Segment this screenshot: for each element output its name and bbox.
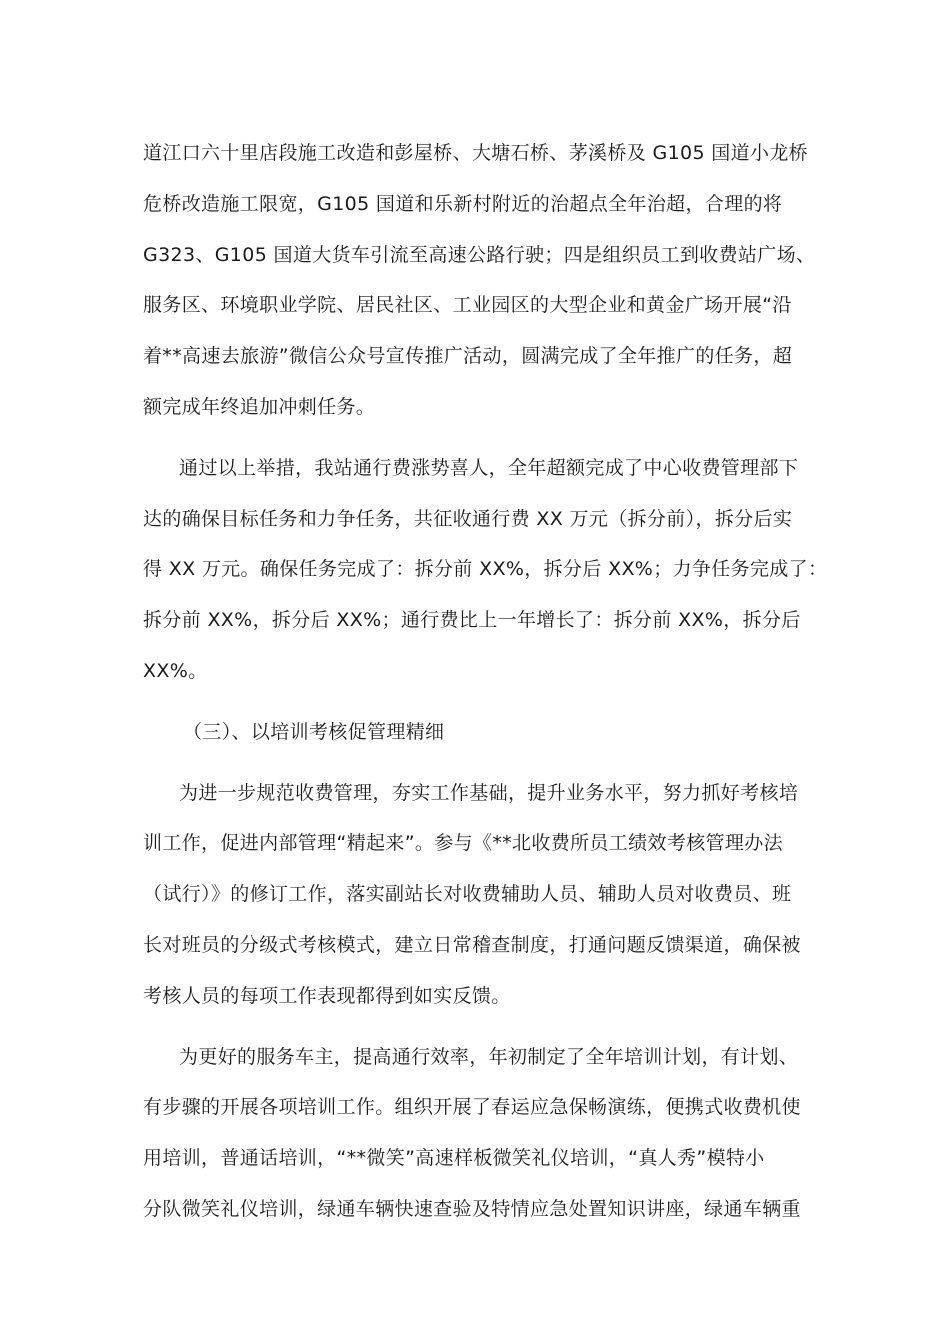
paragraph-2 bbox=[143, 443, 828, 697]
text-line: 分队微笑礼仪培训，绿通车辆快速查验及特情应急处置知识讲座，绿通车辆重 bbox=[143, 1197, 801, 1220]
text-line: 为进一步规范收费管理，夯实工作基础，提升业务水平，努力抓好考核培 bbox=[179, 781, 799, 804]
text-line: 达的确保目标任务和力争任务，共征收通行费 XX 万元（拆分前），拆分后实 bbox=[143, 507, 793, 530]
text-line: 着**高速去旅游”微信公众号宣传推广活动，圆满完成了全年推广的任务，超 bbox=[143, 345, 793, 368]
text-line: XX%。 bbox=[143, 659, 208, 682]
paragraph-1 bbox=[143, 128, 816, 433]
text-line: 长对班员的分级式考核模式，建立日常稽查制度，打通问题反馈渠道，确保被 bbox=[143, 933, 801, 956]
text-line: 用培训，普通话培训，“**微笑”高速样板微笑礼仪培训，“真人秀”模特小 bbox=[143, 1147, 765, 1170]
document-body bbox=[143, 128, 828, 1235]
section-heading bbox=[143, 707, 808, 758]
text-line: 为更好的服务车主，提高通行效率，年初制定了全年培训计划，有计划、 bbox=[179, 1045, 799, 1068]
text-line: 得 XX 万元。确保任务完成了：拆分前 XX%，拆分后 XX%；力争任务完成了： bbox=[143, 558, 828, 581]
text-line: G323、G105 国道大货车引流至高速公路行驶；四是组织员工到收费站广场、 bbox=[143, 243, 816, 266]
text-line: 有步骤的开展各项培训工作。组织开展了春运应急保畅演练，便携式收费机使 bbox=[143, 1096, 801, 1119]
text-line: 危桥改造施工限宽，G105 国道和乐新村附近的治超点全年治超，合理的将 bbox=[143, 192, 783, 215]
text-line: （试行）》的修订工作，落实副站长对收费辅助人员、辅助人员对收费员、班 bbox=[143, 883, 792, 906]
text-line: 服务区、环境职业学院、居民社区、工业园区的大型企业和黄金广场开展“沿 bbox=[143, 294, 792, 317]
text-line: 道江口六十里店段施工改造和彭屋桥、大塘石桥、茅溪桥及 G105 国道小龙桥 bbox=[143, 142, 809, 164]
section-heading-text: （三）、以培训考核促管理精细 bbox=[183, 720, 445, 743]
paragraph-3 bbox=[143, 768, 808, 1022]
text-line: 通过以上举措，我站通行费涨势喜人，全年超额完成了中心收费管理部下 bbox=[179, 456, 799, 479]
text-line: 考核人员的每项工作表现都得到如实反馈。 bbox=[143, 984, 511, 1007]
text-line: 额完成年终追加冲刺任务。 bbox=[143, 395, 376, 418]
paragraph-4 bbox=[143, 1032, 808, 1235]
text-line: 拆分前 XX%，拆分后 XX%；通行费比上一年增长了：拆分前 XX%，拆分后 bbox=[143, 609, 801, 632]
text-line: 训工作，促进内部管理“精起来”。参与《**北收费所员工绩效考核管理办法 bbox=[143, 832, 783, 855]
